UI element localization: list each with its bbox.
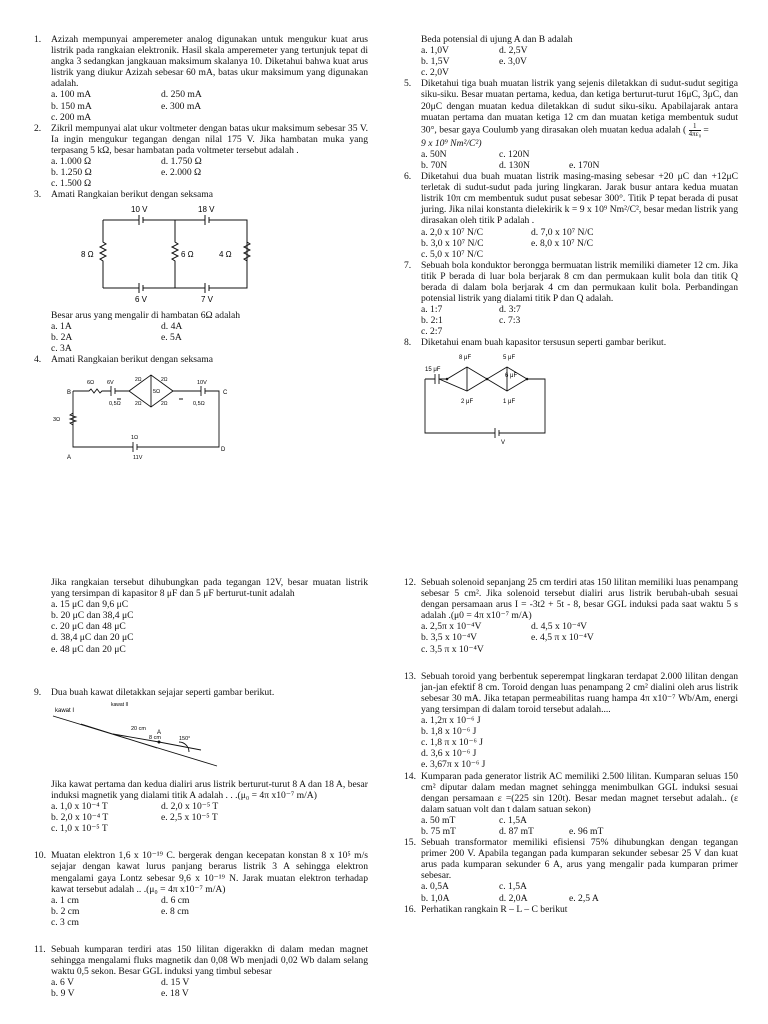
option-c2: c. 7:3 <box>499 315 521 327</box>
option-c: c. 1,5A <box>499 881 527 893</box>
label-05ohm-left: 0,5Ω <box>109 400 121 407</box>
question-text: Amati Rangkaian berikut dengan seksama <box>51 189 213 201</box>
answer-options <box>34 801 368 834</box>
question-text: Diketahui tiga buah muatan listrik yang sejenis diletakkan di sudut-sudut segitiga siku-siku. Besar muatan pertama, kedua, dan ketiga berturut-turut 16μC, 3μC, dan 20μC dengan muatan kedua diletakkan di sudut siku-siku. Apabilajarak antara muatan pertama dan muatan ketiga 12 cm dan muatan ketiga membentuk sudut 30°, besar gaya Coulumb yang dirasakan oleh muatan kedua adalah ( <box>421 78 738 136</box>
question-number: 3. <box>34 189 42 201</box>
question-text: Amati Rangkaian berikut dengan seksama <box>51 353 213 365</box>
question-number: 14. <box>404 770 416 782</box>
node-b: B <box>67 389 72 396</box>
question-number: 13. <box>404 670 416 682</box>
question-6 <box>404 171 738 226</box>
label-11v: 11V <box>133 454 143 461</box>
option-b: b. 70N <box>421 159 448 171</box>
option-d: d. 4A <box>161 320 183 332</box>
answer-options <box>404 45 738 78</box>
option-b: b. 3,0 x 10⁷ N/C <box>421 237 484 249</box>
node-c: C <box>223 389 228 396</box>
option-d: d. 87 mT <box>499 825 534 837</box>
question-text: Kumparan pada generator listrik AC memiliki 2.500 lilitan. Kumparan seluas 150 cm² diputar dalam medan magnet sehingga menimbulkan GGL induksi sesuai dengan persamaan ε =(225 sin 120t). Besar medan magnet tersebut adalah.. (ε dalam satuan volt dan t dalam satuan sekon) <box>421 770 738 815</box>
option-d: d. 2,5V <box>499 45 528 57</box>
left-column-top <box>34 34 368 468</box>
label-2ohm-d: 2Ω <box>161 400 168 407</box>
question-number: 12. <box>404 577 416 588</box>
option-a: a. 50N <box>421 148 447 160</box>
option-e: e. 2,5 A <box>569 892 599 904</box>
option-e: e. 18 V <box>161 988 189 1000</box>
label-2ohm-c: 2Ω <box>135 400 142 407</box>
option-a: a. 1A <box>51 320 72 332</box>
option-a: a. 6 V <box>51 977 75 989</box>
right-column-bottom <box>404 577 738 915</box>
label-3ohm: 3Ω <box>53 416 61 423</box>
option-d: d. 2,0 x 10⁻⁵ T <box>161 801 219 813</box>
answer-options <box>34 156 368 189</box>
option-b: b. 9 V <box>51 988 75 1000</box>
label-8ohm: 8 Ω <box>81 250 94 260</box>
question-1 <box>34 34 368 89</box>
wire-diagram-q9 <box>51 702 368 775</box>
question-5-constant: 9 x 10⁹ Nm²/C²) <box>421 137 482 149</box>
question-7 <box>404 260 738 304</box>
question-number: 2. <box>34 122 42 134</box>
question-text: Zikril mempunyai alat ukur voltmeter dengan batas ukur maksimum sebesar 35 V. Ia ingin mengukur tegangan dengan nilal 175 V. Jika hambatan muka yang terpasang 5 kΩ, besar hambatan pada voltmeter tersebut adalah . <box>51 122 368 156</box>
coulomb-fraction <box>689 123 701 138</box>
answer-options <box>34 321 368 354</box>
option-e: e. 3,0V <box>499 56 527 68</box>
label-18v: 18 V <box>198 205 215 215</box>
label-1uf: 1 μF <box>503 398 516 405</box>
option-b: b. 2 cm <box>51 905 80 917</box>
circuit-svg <box>51 369 251 461</box>
question-text: Perhatikan rangkain R – L – C berikut <box>421 903 568 915</box>
node-d: D <box>221 446 226 453</box>
option-b: b. 3,5 x 10⁻⁴V <box>421 632 478 644</box>
option-e: e. 8 cm <box>161 905 189 917</box>
option-c: c. 120N <box>499 148 530 160</box>
question-11 <box>34 944 368 977</box>
option-b: b. 2A <box>51 331 73 343</box>
question-16 <box>404 904 738 915</box>
question-13 <box>404 671 738 715</box>
option-d: d. 3:7 <box>499 304 521 316</box>
answer-options <box>404 621 738 654</box>
label-8cm: 8 cm <box>149 734 161 741</box>
option-c: c. 5,0 x 10⁷ N/C <box>421 248 483 260</box>
answer-options <box>404 815 738 837</box>
capacitor-svg <box>421 353 571 445</box>
option-e: e. 4,5 π x 10⁻⁴V <box>531 632 594 644</box>
option-e: e. 96 mT <box>569 825 604 837</box>
option-c: c. 1.500 Ω <box>51 178 92 190</box>
option-a: a. 0,5A <box>421 881 449 893</box>
question-15 <box>404 837 738 881</box>
option-b: b. 2:1 <box>421 315 443 327</box>
option-c: c. 200 mA <box>51 111 92 123</box>
option-d: d. 15 V <box>161 977 190 989</box>
wire-svg <box>51 702 221 772</box>
question-8 <box>404 337 738 348</box>
question-number: 8. <box>404 337 412 349</box>
answer-options <box>34 977 368 999</box>
question-text: Sebuah transformator memiliki efisiensi 75% dihubungkan dengan tegangan primer 200 V. Apabila tegangan pada kumparan sekunder sebesar 25 V dan kuat arus pada kumparan sekunder 6 A, arus yang mengalir pada kumparan primer sebesar. <box>421 837 738 882</box>
label-5uf: 5 μF <box>503 354 516 361</box>
label-7v: 7 V <box>201 295 214 303</box>
option-d: d. 4,5 x 10⁻⁴V <box>531 621 588 633</box>
question-14 <box>404 771 738 815</box>
question-number: 15. <box>404 837 416 849</box>
left-column-bottom <box>34 577 368 999</box>
option-a: a. 1:7 <box>421 304 443 316</box>
question-text: Muatan elektron 1,6 x 10⁻¹⁹ C. bergerak dengan kecepatan konstan 8 x 10⁵ m/s sejajar dengan kawat lurus panjang berarus listrik 3 A sehingga elektron mengalami gaya Lontz sebesar 9,6 x 10⁻¹⁹ N. Jarak muatan elektron terhadap kawat tersebut adalah .. .(μ₀ = 4π x10⁻⁷ m/A) <box>51 850 368 895</box>
question-number: 16. <box>404 903 416 915</box>
label-6uf: 6 μF <box>505 372 518 379</box>
circuit-diagram-q3 <box>51 204 368 305</box>
question-3-prompt: Besar arus yang mengalir di hambatan 6Ω adalah <box>51 309 241 321</box>
option-a: a. 15 μC dan 9,6 μC <box>51 599 129 611</box>
label-10v: 10V <box>197 379 207 386</box>
option-e: e. 300 mA <box>161 100 202 112</box>
question-text: Sebuah kumparan terdiri atas 150 lilitan digerakkn di dalam medan magnet sehingga mengalami fluks magnetik dan 0,08 Wb menjadi 0,02 Wb dalam selang waktu 0,5 sekon. Besar GGL induksi yang timbul sebesar <box>51 943 368 978</box>
option-d: d. 6 cm <box>161 894 190 906</box>
option-e: e. 8,0 x 10⁷ N/C <box>531 237 593 249</box>
option-a: a. 2,0 x 10⁷ N/C <box>421 226 483 238</box>
answer-options <box>404 881 738 903</box>
label-kawat-2: kawat II <box>111 701 129 708</box>
label-8uf: 8 μF <box>459 354 472 361</box>
question-9-continued: Jika kawat pertama dan kedua dialiri arus listrik berturut-turut 8 A dan 18 A, besar induksi magnetik yang dialami titik A adalah . . .(μ₀ = 4π x10⁻⁷ m/A) <box>51 778 368 801</box>
label-10v: 10 V <box>131 205 148 215</box>
option-b: b. 75 mT <box>421 825 456 837</box>
circuit-svg <box>51 204 251 302</box>
label-point-a: A <box>157 729 162 736</box>
question-text: Diketahui dua buah muatan listrik masing-masing sebesar +20 μC dan +12μC terletak di sudut-sudut pada juring lingkaran. Jarak busur antara kedua muatan listrik 10π cm membentuk sudut pusat sebesar 300°. Titik P tepat berada di pusat juring. Jika nilai konstanta dielekirik k = 9 x 10⁹ Nm²/C², besar medan listrik yang dirasakan oleh titik P adalah . <box>421 171 738 227</box>
option-b: b. 2,0 x 10⁻⁴ T <box>51 812 109 824</box>
option-c: c. 20 μC dan 48 μC <box>51 621 126 633</box>
option-e: e. 170N <box>569 159 600 171</box>
label-20cm: 20 cm <box>131 725 146 732</box>
label-05ohm-right: 0,5Ω <box>193 400 205 407</box>
question-number: 1. <box>34 34 42 45</box>
option-a: a. 1,0V <box>421 45 449 57</box>
option-a: a. 1,0 x 10⁻⁴ T <box>51 801 108 813</box>
question-4 <box>34 354 368 365</box>
option-a: a. 2,5π x 10⁻⁴V <box>421 621 482 633</box>
option-e: e. 48 μC dan 20 μC <box>51 643 126 655</box>
label-6v: 6V <box>107 379 114 386</box>
question-text: Sebuah solenoid sepanjang 25 cm terdiri atas 150 lilitan memiliki luas penampang sebesar 5 cm². Jika solenoid tersebut dialiri arus listrik berubah-ubah sesuai dengan persamaan arus I = -3t2 + 5t - 8, besar GGL induksi pada saat waktu 5 s adalah .(μ0 = 4π x10⁻⁷ m/A) <box>421 577 738 622</box>
question-text: Diketahui enam buah kapasitor tersusun seperti gambar berikut. <box>421 337 667 349</box>
question-number: 4. <box>34 353 42 365</box>
option-c: c. 3,5 π x 10⁻⁴V <box>421 643 484 655</box>
label-6ohm: 6Ω <box>87 379 95 386</box>
option-b: b. 1,8 x 10⁻⁶ J <box>421 726 477 738</box>
option-b: b. 1,0A <box>421 892 450 904</box>
question-4-continued: Beda potensial di ujung A dan B adalah <box>421 34 573 45</box>
option-d: d. 38,4 μC dan 20 μC <box>51 632 134 644</box>
equals-sign: = <box>703 124 709 136</box>
option-c: c. 1,0 x 10⁻⁵ T <box>51 823 108 835</box>
question-text: Sebuah bola konduktor berongga bermuatan listrik memiliki diameter 12 cm. Jika titik P berada di luar bola berjarak 8 cm dan permukaan kulit bola dan titik Q berada di dalam bola berjarak 4 cm dan permukaan kulit bola. Perbandingan potensial listrik yang dialami titik P dan Q adalah. <box>421 259 738 305</box>
answer-options <box>34 599 368 654</box>
option-a: a. 50 mT <box>421 814 456 826</box>
option-a: a. 1 cm <box>51 894 79 906</box>
question-8-continued: Jika rangkaian tersebut dihubungkan pada tegangan 12V, besar muatan listrik yang tersimpan di kapasitor 8 μF dan 5 μF berturut-tunit adalah <box>51 577 368 600</box>
option-c: c. 2,0V <box>421 67 449 79</box>
option-a: a. 1.000 Ω <box>51 156 92 168</box>
option-b: b. 150 mA <box>51 100 92 112</box>
option-e: e. 5A <box>161 331 182 343</box>
answer-options <box>34 895 368 928</box>
fraction-denominator: 4πε₀ <box>688 129 702 138</box>
answer-options <box>404 149 738 171</box>
capacitor-diagram-q8 <box>421 353 738 448</box>
option-c: c. 3A <box>51 342 72 354</box>
option-d: d. 1.750 Ω <box>161 156 202 168</box>
option-d: d. 250 mA <box>161 89 202 101</box>
label-5ohm: 5Ω <box>153 388 161 395</box>
right-column-top <box>404 34 738 452</box>
question-12 <box>404 577 738 621</box>
question-text: Dua buah kawat diletakkan sejajar seperti gambar berikut. <box>51 686 275 698</box>
question-number: 6. <box>404 171 412 183</box>
question-number: 11. <box>34 943 46 955</box>
fraction-numerator: 1 <box>689 123 701 131</box>
option-d: d. 7,0 x 10⁷ N/C <box>531 226 594 238</box>
option-d: d. 130N <box>499 159 530 171</box>
option-e: e. 2,5 x 10⁻⁵ T <box>161 812 218 824</box>
option-a: a. 1,2π x 10⁻⁶ J <box>421 715 481 727</box>
option-e: e. 2.000 Ω <box>161 167 202 179</box>
label-v: V <box>501 439 506 445</box>
option-b: b. 20 μC dan 38,4 μC <box>51 610 134 622</box>
label-15uf: 15 μF <box>425 366 441 373</box>
option-a: a. 100 mA <box>51 89 92 101</box>
label-150deg: 150° <box>179 735 191 742</box>
label-2ohm-a: 2Ω <box>135 376 142 383</box>
answer-options <box>404 227 738 260</box>
question-3 <box>34 189 368 200</box>
label-2ohm-b: 2Ω <box>161 376 168 383</box>
answer-options <box>404 715 738 770</box>
question-number: 5. <box>404 78 412 90</box>
question-5 <box>404 78 738 137</box>
node-a: A <box>67 454 72 461</box>
option-c: c. 3 cm <box>51 916 79 928</box>
option-d: d. 2,0A <box>499 892 528 904</box>
label-1ohm: 1Ω <box>131 434 139 441</box>
label-6v: 6 V <box>135 295 148 303</box>
option-c: c. 2:7 <box>421 326 443 338</box>
option-c: c. 1,5A <box>499 814 527 826</box>
label-2uf: 2 μF <box>461 398 474 405</box>
option-b: b. 1,5V <box>421 56 450 68</box>
question-text: Sebuah toroid yang berbentuk seperempat lingkaran terdapat 2.000 lilitan dengan jan-jan efektif 8 cm. Toroid dengan luas penampang 2 cm² dialini oleh arus listrik sebesar 30 mA. Jika tetapan permeabilitas ruang hampa 4π x10⁻⁷ Wb/Am, energi yang tersimpan di dalam toroid tersebut adalah.... <box>421 670 738 715</box>
option-e: e. 3,67π x 10⁻⁶ J <box>421 759 486 771</box>
question-10 <box>34 850 368 894</box>
question-2 <box>34 123 368 156</box>
label-4ohm: 4 Ω <box>219 250 232 260</box>
option-c: c. 1,8 π x 10⁻⁶ J <box>421 737 484 749</box>
option-b: b. 1.250 Ω <box>51 167 92 179</box>
label-6ohm: 6 Ω <box>181 250 194 260</box>
answer-options <box>404 304 738 337</box>
question-number: 10. <box>34 850 46 862</box>
option-d: d. 3,6 x 10⁻⁶ J <box>421 748 477 760</box>
question-9 <box>34 687 368 698</box>
circuit-diagram-q4 <box>51 369 368 464</box>
question-number: 7. <box>404 259 412 271</box>
question-number: 9. <box>34 686 42 698</box>
answer-options <box>34 89 368 122</box>
label-kawat-1: kawat I <box>55 707 75 714</box>
question-text: Azizah mempunyai amperemeter analog digunakan untuk mengukur kuat arus listrik pada rangkaian elektronik. Hasil skala amperemeter yang tertunjuk tepat di angka 3 sedangkan jangkauan maksimum skalanya 10. Diketahui bahwa kuat arus listrik yang diukur Azizah sebesar 60 mA, batas ukur maksimum yang digunakan adalah. <box>51 34 368 90</box>
